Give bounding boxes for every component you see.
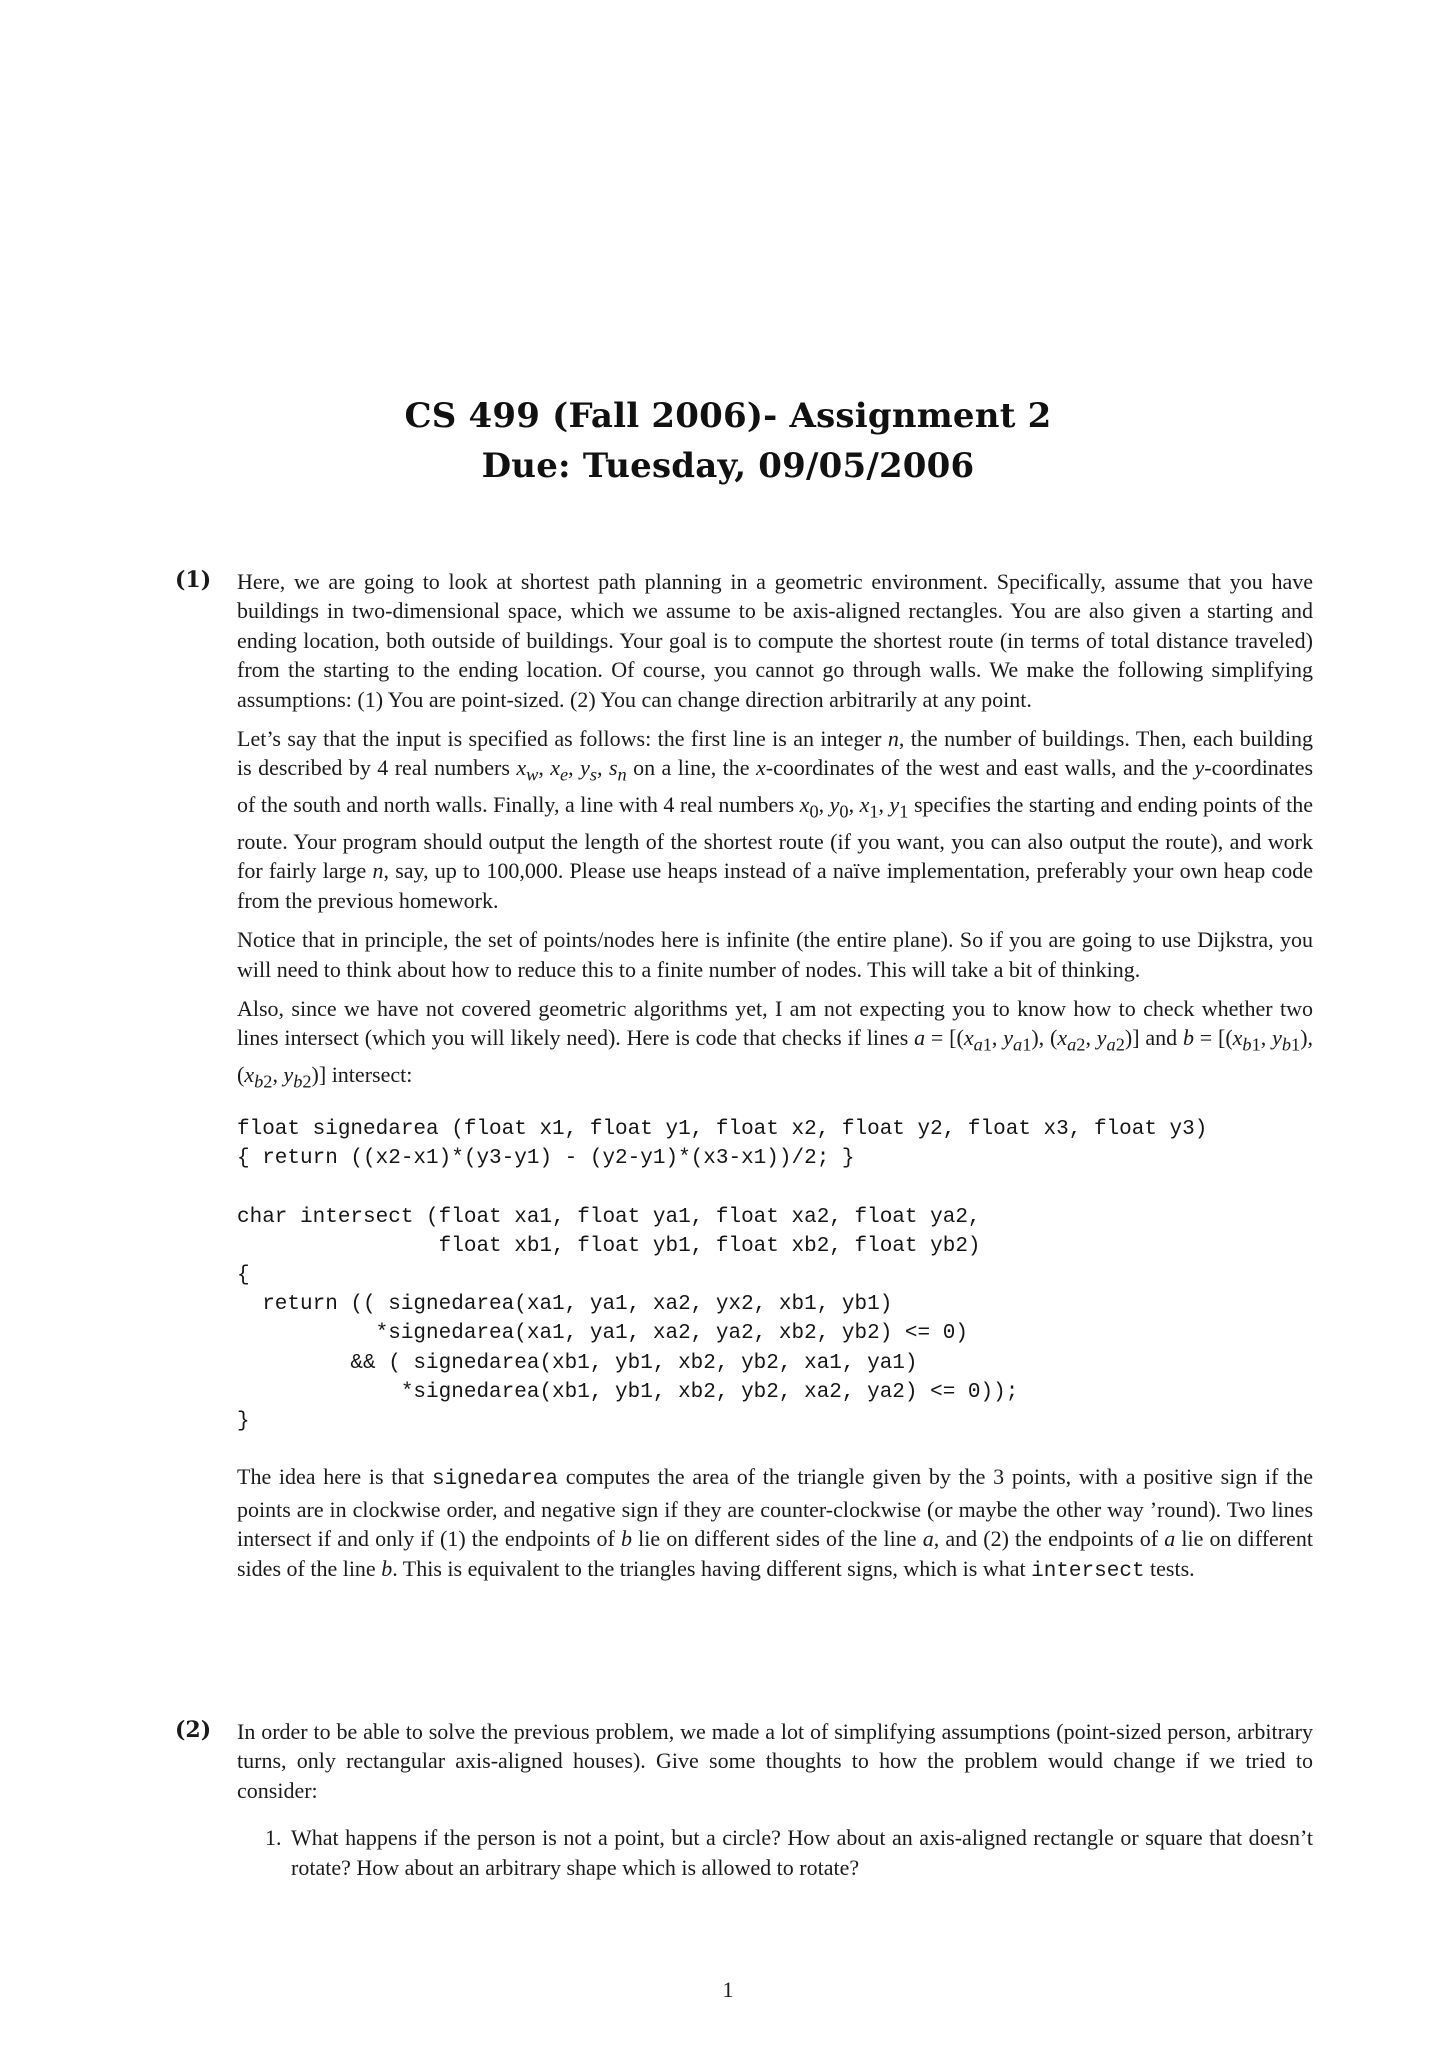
list-item-number: 1. [265, 1825, 282, 1851]
page-number: 1 [722, 1977, 734, 2002]
code-line: *signedarea(xb1, yb1, xb2, yb2, xa2, ya2) <= 0)); [237, 1380, 1019, 1404]
problem-number: (1) [175, 567, 212, 593]
dijkstra-note: Notice that in principle, the set of points/nodes here is infinite (the entire plane). So if you are going to use Dijkstra, you will need to think about how to reduce this to a finite number of nodes. This will take a bit of thinking. [237, 927, 1313, 982]
code-line: return (( signedarea(xa1, ya1, xa2, yx2, xb1, yb1) [237, 1293, 893, 1317]
code-line: float xb1, float yb1, float xb2, float yb2) [237, 1234, 981, 1258]
intersection-paragraph: Also, since we have not covered geometric algorithms yet, I am not expecting you to know how to check whether two lines intersect (which you will likely need). Here is code that checks if lines $a = [(x_{a1}$, $y_{a1}$), ($x_{a2}$, $y_{a2}$)] and $b = [(x_{b1}$, $y_{b1}$), ($x_{b2}$, $y_{b2}$)] intersect: [237, 996, 1314, 1092]
list-item-text: What happens if the person is not a point, but a circle? How about an axis-aligned rectangle or square that doesn’t rotate? How about an arbitrary shape which is allowed to rotate? [291, 1825, 1313, 1880]
code-line [237, 1173, 1313, 1202]
code-line: } [237, 1410, 250, 1434]
code-line: *signedarea(xa1, ya1, xa2, ya2, xb2, yb2) <= 0) [237, 1322, 968, 1346]
problem-1-body [237, 567, 1313, 1596]
code-line: float signedarea (float x1, float y1, float x2, float y2, float x3, float y3) [237, 1118, 1208, 1142]
problem-1-intro: Here, we are going to look at shortest path planning in a geometric environment. Specifically, assume that you have buildings in two-dimensional space, which we assume to be axis-aligned rectangles. You are also given a starting and ending location, both outside of buildings. Your goal is to compute the shortest route (in terms of total distance traveled) from the starting to the ending location. Of course, you cannot go through walls. We make the following simplifying assumptions: (1) You are point-sized. (2) You can change direction arbitrarily at any point. [237, 569, 1313, 712]
problem-number: (2) [175, 1717, 212, 1743]
due-date: Due: Tuesday, 09/05/2006 [481, 446, 975, 486]
code-line: { return ((x2-x1)*(y3-y1) - (y2-y1)*(x3-x1))/2; } [237, 1147, 855, 1171]
explanation-paragraph: The idea here is that signedarea computes the area of the triangle given by the 3 points, with a positive sign if the points are in clockwise order, and negative sign if they are counter-clockwise (or maybe the other way ’round). Two lines intersect if and only if (1) the endpoints of b lie on different sides of the line a, and (2) the endpoints of a lie on different sides of the line b. This is equivalent to the triangles having different signs, which is what intersect tests. [237, 1464, 1313, 1583]
code-line: && ( signedarea(xb1, yb1, xb2, yb2, xa1, ya1) [237, 1351, 918, 1375]
code-block [237, 1115, 1313, 1436]
input-format-paragraph: Let’s say that the input is specified as follows: the first line is an integer n, the number of buildings. Then, each building is described by 4 real numbers $x_w$, $x_e$, $y_s$, $s_n$ on a line, the x-coordinates of the west and east walls, and the y-coordinates of the south and north walls. Finally, a line with 4 real numbers $x_0$, $y_0$, $x_1$, $y_1$ specifies the starting and ending points of the route. Your program should output the length of the shortest route (if you want, you can also output the route), and work for fairly large n, say, up to 100,000. Please use heaps instead of a naïve implementation, preferably your own heap code from the previous homework. [237, 726, 1314, 913]
list-item [265, 1823, 1313, 1882]
problem-2-intro: In order to be able to solve the previous problem, we made a lot of simplifying assumptions (point-sized person, arbitrary turns, only rectangular axis-aligned houses). Give some thoughts to how the problem would change if we tried to consider: [237, 1719, 1313, 1803]
code-line: char intersect (float xa1, float ya1, float xa2, float ya2, [237, 1205, 981, 1229]
code-line: { [237, 1264, 250, 1288]
assignment-title: CS 499 (Fall 2006)- Assignment 2 [404, 396, 1052, 436]
problem-2-body [237, 1717, 1313, 1882]
